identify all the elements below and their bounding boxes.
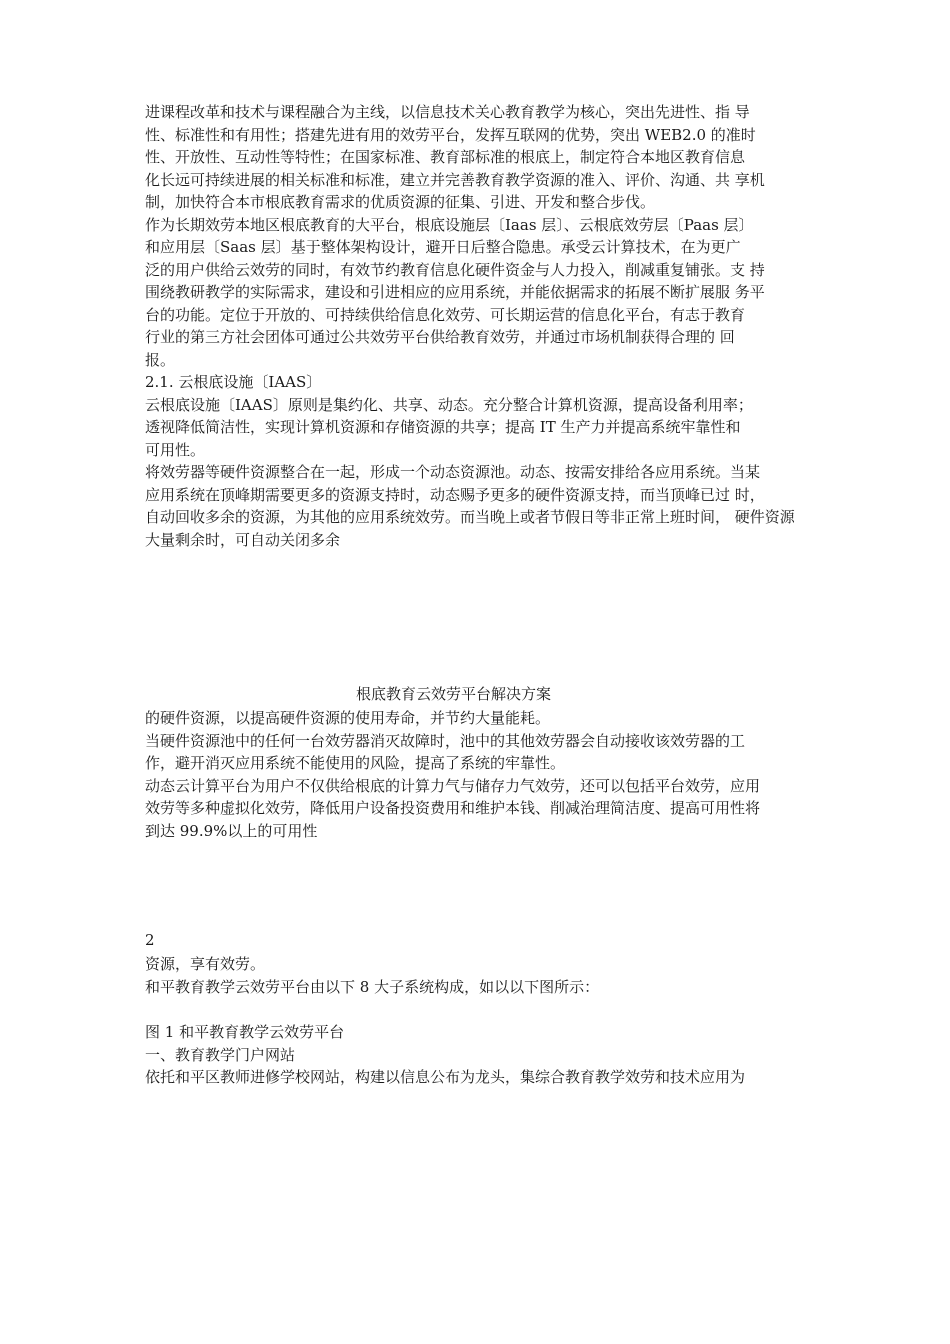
text-line: 台的功能。定位于开放的、可持续供给信息化效劳、可长期运营的信息化平台，有志于教育 (145, 305, 746, 324)
section-heading: 2.1. 云根底设施〔IAAS〕 (145, 373, 322, 391)
text-line: 作为长期效劳本地区根底教育的大平台，根底设施层〔Iaas 层〕、云根底效劳层〔Paas 层〕 (145, 215, 754, 234)
body-text-section-1 (145, 101, 813, 551)
text-line: 围绕教研教学的实际需求，建设和引进相应的应用系统，并能依据需求的拓展不断扩展服 务平 (145, 283, 765, 301)
text-line: 资源，享有效劳。 (145, 955, 266, 973)
text-line: 云根底设施〔IAAS〕原则是集约化、共享、动态。充分整合计算机资源，提高设备利用率； (145, 395, 753, 414)
text-line: 性、标准性和有用性；搭建先进有用的效劳平台，发挥互联网的优势，突出 WEB2.0 的准时 (145, 125, 756, 144)
text-line: 当硬件资源池中的任何一台效劳器消灭故障时，池中的其他效劳器会自动接收该效劳器的工 (145, 731, 746, 750)
page-number: 2 (145, 931, 155, 949)
text-line: 将效劳器等硬件资源整合在一起，形成一个动态资源池。动态、按需安排给各应用系统。当某 (145, 463, 761, 481)
text-line: 效劳等多种虚拟化效劳，降低用户设备投资费用和维护本钱、削减治理简洁度、提高可用性将 (145, 799, 761, 817)
text-line: 报。 (145, 350, 176, 369)
text-line: 进课程改革和技术与课程融合为主线，以信息技术关心教育教学为核心，突出先进性、指 导 (145, 103, 750, 121)
text-line: 依托和平区教师进修学校网站，构建以信息公布为龙头，集综合教育教学效劳和技术应用为 (145, 1068, 746, 1086)
text-line: 和应用层〔Saas 层〕基于整体架构设计，避开日后整合隐患。承受云计算技术，在为更广 (145, 238, 741, 256)
body-text-section-4 (145, 1021, 813, 1089)
figure-caption: 图 1 和平教育教学云效劳平台 (145, 1023, 345, 1041)
text-line: 制，加快符合本市根底教育需求的优质资源的征集、引进、开发和整合步伐。 (145, 193, 656, 211)
text-line: 作，避开消灭应用系统不能使用的风险，提高了系统的牢靠性。 (145, 754, 566, 772)
text-line: 行业的第三方社会团体可通过公共效劳平台供给教育效劳，并通过市场机制获得合理的 回 (145, 328, 735, 346)
text-line: 自动回收多余的资源，为其他的应用系统效劳。而当晚上或者节假日等非正常上班时间， 硬件资源 (145, 508, 795, 526)
text-line: 透视降低简洁性，实现计算机资源和存储资源的共享；提高 IT 生产力并提高系统牢靠性和 (145, 418, 741, 436)
body-text-section-3 (145, 953, 813, 998)
text-line: 性、开放性、互动性等特性；在国家标准、教育部标准的根底上，制定符合本地区教育信息 (145, 148, 746, 166)
text-line: 泛的用户供给云效劳的同时，有效节约教育信息化硬件资金与人力投入，削减重复铺张。支 持 (145, 260, 765, 279)
section-heading: 一、教育教学门户网站 (145, 1045, 296, 1064)
running-header-caption: 根底教育云效劳平台解决方案 (356, 685, 552, 703)
text-line: 可用性。 (145, 440, 206, 459)
body-text-section-2 (145, 707, 813, 842)
text-line: 应用系统在顶峰期需要更多的资源支持时，动态赐予更多的硬件资源支持，而当顶峰已过 时， (145, 485, 765, 504)
text-line: 大量剩余时，可自动关闭多余 (145, 530, 341, 549)
text-line: 动态云计算平台为用户不仅供给根底的计算力气与储存力气效劳，还可以包括平台效劳，应用 (145, 776, 761, 795)
text-line: 的硬件资源，以提高硬件资源的使用寿命，并节约大量能耗。 (145, 709, 551, 727)
text-line: 到达 99.9%以上的可用性 (145, 821, 318, 840)
text-line: 化长远可持续进展的相关标准和标准，建立并完善教育教学资源的准入、评价、沟通、共 享机 (145, 170, 765, 189)
text-line: 和平教育教学云效劳平台由以下 8 大子系统构成，如以以下图所示： (145, 977, 600, 996)
